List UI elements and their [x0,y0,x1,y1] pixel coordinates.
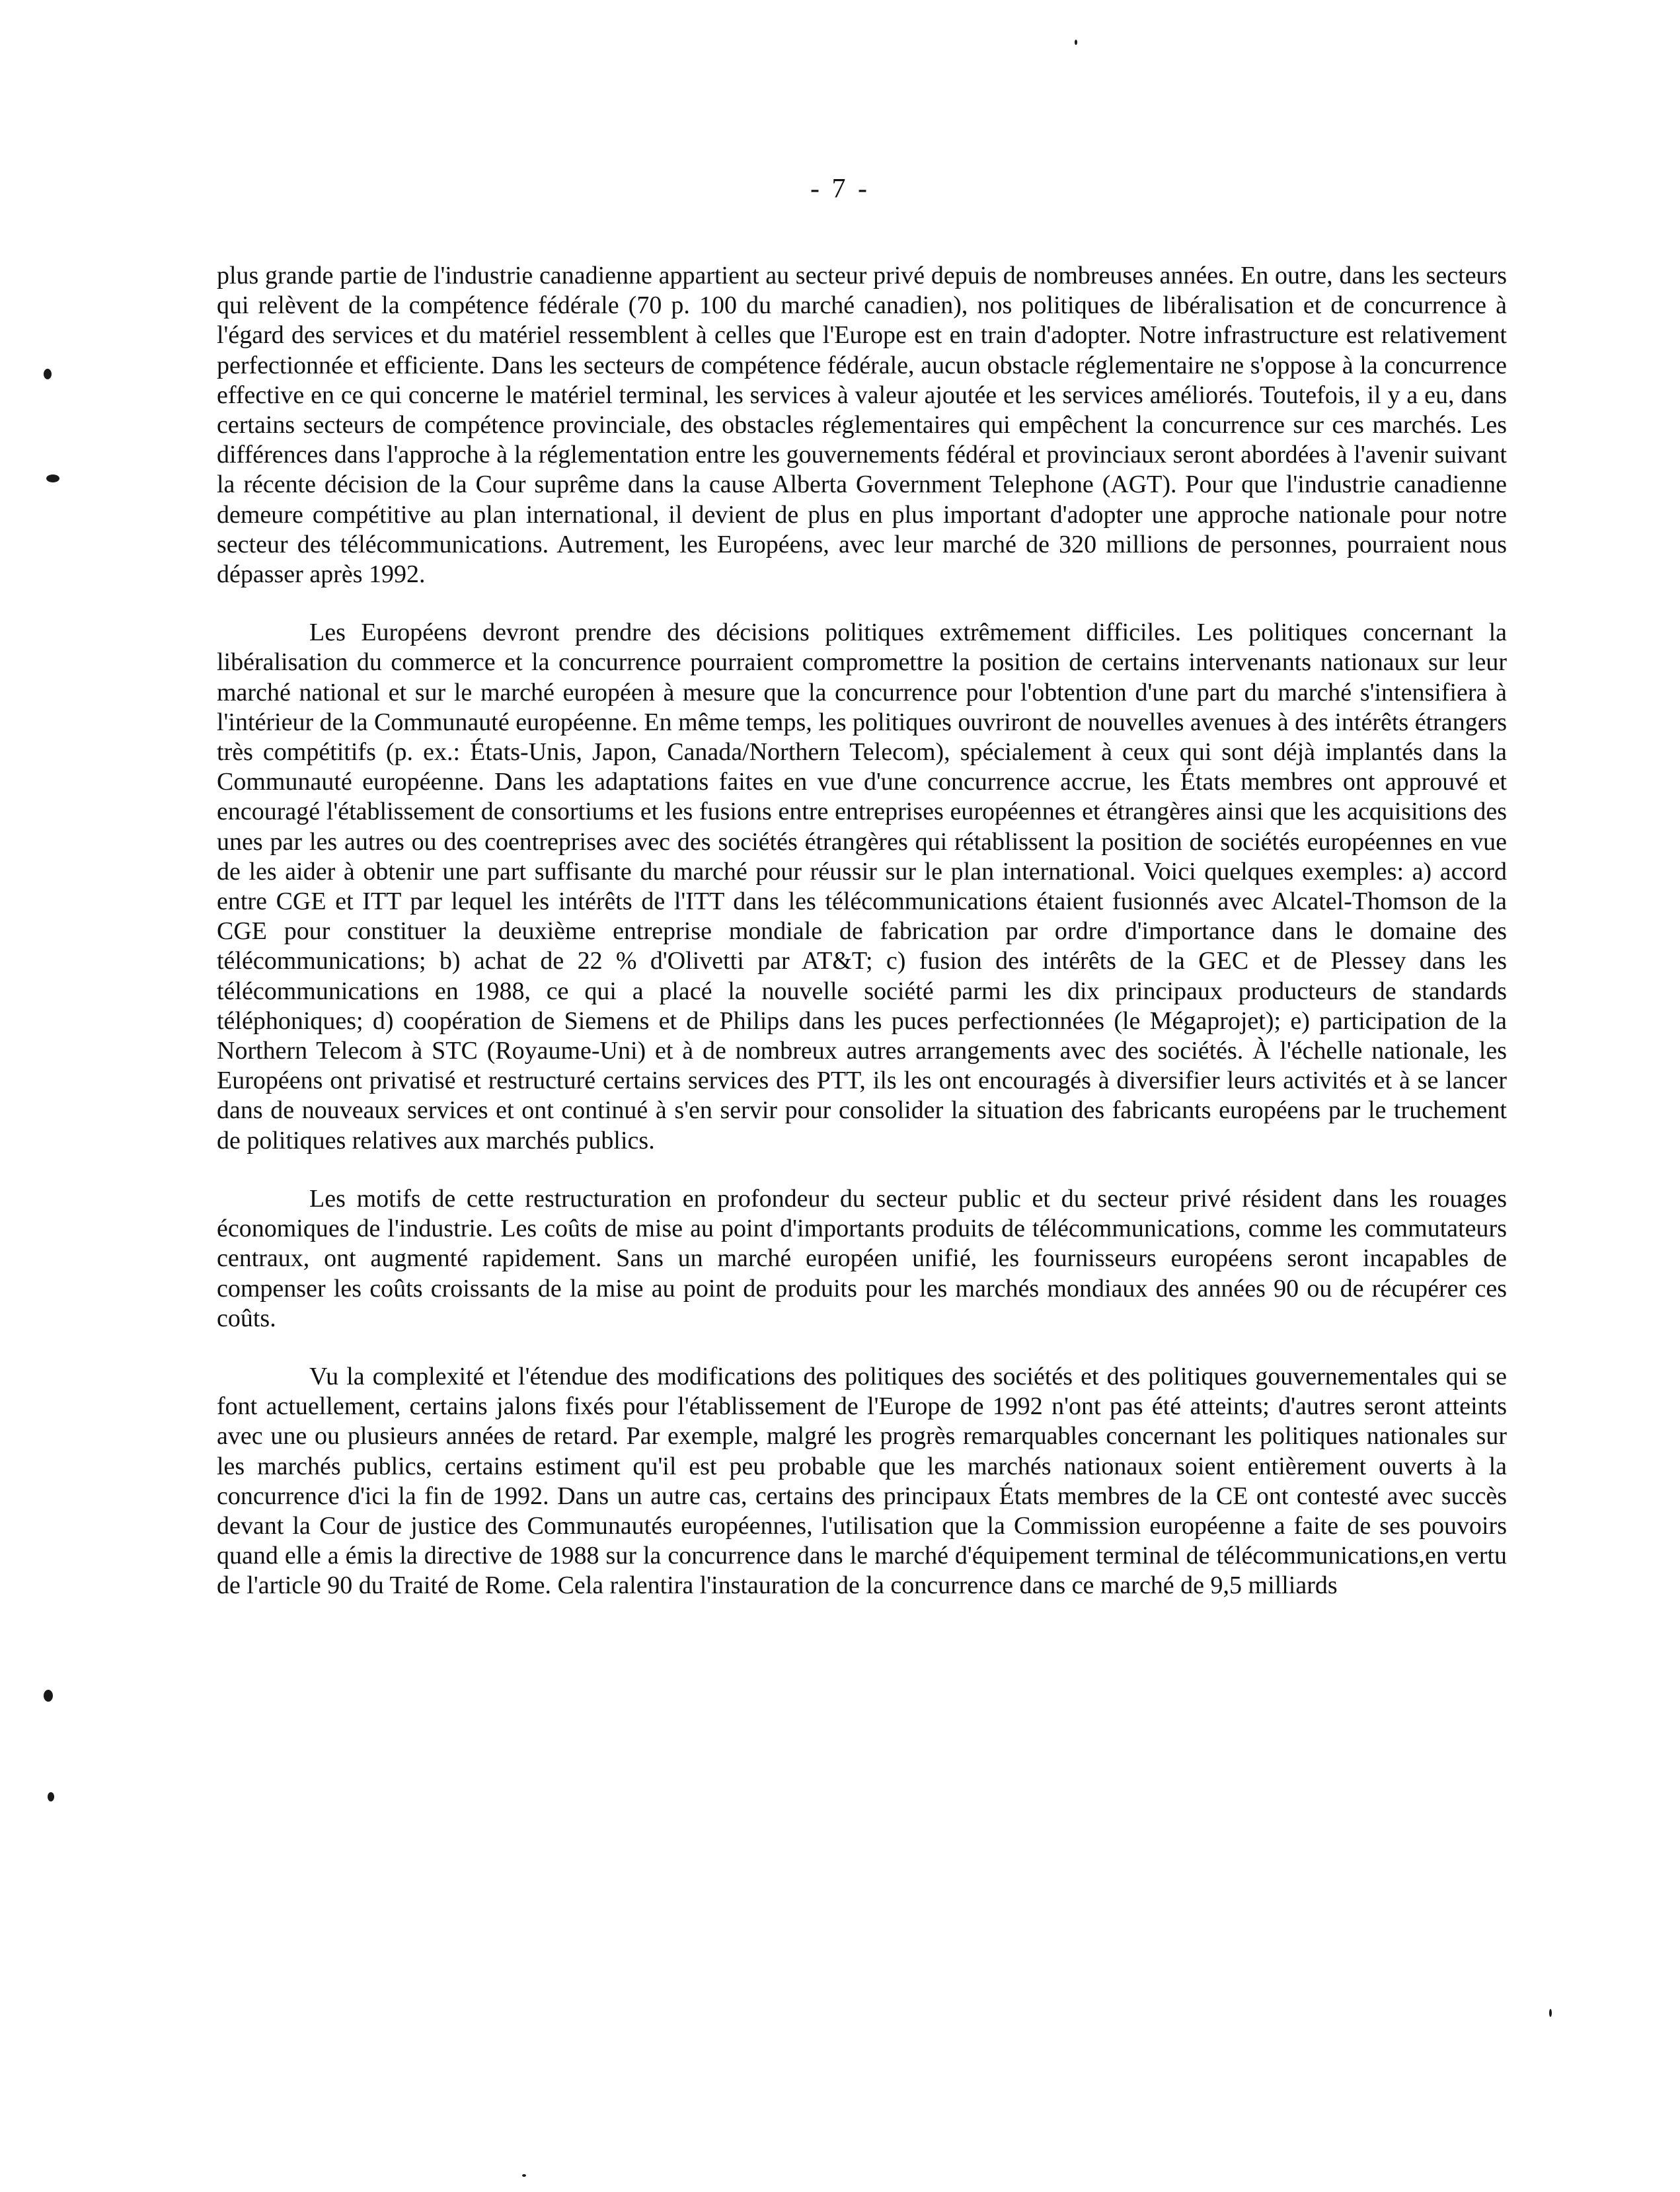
paragraph-4: Vu la complexité et l'étendue des modifications des politiques des sociétés et des politiques gouvernementales qui se font actuellement, certains jalons fixés pour l'établissement de l'Europe de 1992 n'ont pas été atteints; d'autres seront atteints avec une ou plusieurs années de retard. Par exemple, malgré les progrès remarquables concernant les politiques nationales sur les marchés publics, certains estiment qu'il est peu probable que les marchés nationaux soient entièrement ouverts à la concurrence d'ici la fin de 1992. Dans un autre cas, certains des principaux États membres de la CE ont contesté avec succès devant la Cour de justice des Communautés européennes, l'utilisation que la Commission européenne a faite de ses pouvoirs quand elle a émis la directive de 1988 sur la concurrence dans le marché d'équipement terminal de télécommunications,en vertu de l'article 90 du Traité de Rome. Cela ralentira l'instauration de la concurrence dans ce marché de 9,5 milliards [217,1362,1507,1600]
page-number: - 7 - [810,174,870,204]
paragraph-2: Les Européens devront prendre des décisions politiques extrêmement difficiles. Les politiques concernant la libéralisation du commerce et la concurrence pourraient compromettre la position de certains intervenants nationaux sur leur marché national et sur le marché européen à mesure que la concurrence pour l'obtention d'une part du marché s'intensifiera à l'intérieur de la Communauté européenne. En même temps, les politiques ouvriront de nouvelles avenues à des intérêts étrangers très compétitifs (p. ex.: États-Unis, Japon, Canada/Northern Telecom), spécialement à ceux qui sont déjà implantés dans la Communauté européenne. Dans les adaptations faites en vue d'une concurrence accrue, les États membres ont approuvé et encouragé l'établissement de consortiums et les fusions entre entreprises européennes et étrangères ainsi que les acquisitions des unes par les autres ou des coentreprises avec des sociétés étrangères qui rétablissent la position de sociétés européennes en vue de les aider à obtenir une part suffisante du marché pour réussir sur le plan international. Voici quelques exemples: a) accord entre CGE et ITT par lequel les intérêts de l'ITT dans les télécommunications étaient fusionnés avec Alcatel-Thomson de la CGE pour constituer la deuxième entreprise mondiale de fabrication par ordre d'importance dans le domaine des télécommunications; b) achat de 22 % d'Olivetti par AT&T; c) fusion des intérêts de la GEC et de Plessey dans les télécommunications en 1988, ce qui a placé la nouvelle société parmi les dix principaux producteurs de standards téléphoniques; d) coopération de Siemens et de Philips dans les puces perfectionnées (le Mégaprojet); e) participation de la Northern Telecom à STC (Royaume-Uni) et à de nombreux autres arrangements avec des sociétés. À l'échelle nationale, les Européens ont privatisé et restructuré certains services des PTT, ils les ont encouragés à diversifier leurs activités et à se lancer dans de nouveaux services et ont continué à s'en servir pour consolider la situation des fabricants européens par le truchement de politiques relatives aux marchés publics. [217,619,1507,1154]
scan-speck [1549,2009,1552,2017]
scan-speck [44,1690,53,1702]
document-body [217,261,1507,1630]
paragraph-1: plus grande partie de l'industrie canadienne appartient au secteur privé depuis de nombreuses années. En outre, dans les secteurs qui relèvent de la compétence fédérale (70 p. 100 du marché canadien), nos politiques de libéralisation et de concurrence à l'égard des services et du matériel ressemblent à celles que l'Europe est en train d'adopter. Notre infrastructure est relativement perfectionnée et efficiente. Dans les secteurs de compétence fédérale, aucun obstacle réglementaire ne s'oppose à la concurrence effective en ce qui concerne le matériel terminal, les services à valeur ajoutée et les services améliorés. Toutefois, il y a eu, dans certains secteurs de compétence provinciale, des obstacles réglementaires qui empêchent la concurrence sur ces marchés. Les différences dans l'approche à la réglementation entre les gouvernements fédéral et provinciaux seront abordées à l'avenir suivant la récente décision de la Cour suprême dans la cause Alberta Government Telephone (AGT). Pour que l'industrie canadienne demeure compétitive au plan international, il devient de plus en plus important d'adopter une approche nationale pour notre secteur des télécommunications. Autrement, les Européens, avec leur marché de 320 millions de personnes, pourraient nous dépasser après 1992. [217,262,1507,589]
scan-speck [48,1792,54,1801]
scan-speck [1075,40,1077,45]
scan-speck [46,474,59,482]
paragraph-3: Les motifs de cette restructuration en profondeur du secteur public et du secteur privé résident dans les rouages économiques de l'industrie. Les coûts de mise au point d'importants produits de télécommunications, comme les commutateurs centraux, ont augmenté rapidement. Sans un marché européen unifié, les fournisseurs européens seront incapables de compenser les coûts croissants de la mise au point de produits pour les marchés mondiaux des années 90 ou de récupérer ces coûts. [217,1184,1507,1332]
scan-speck [522,2174,526,2177]
scan-speck [44,369,52,379]
